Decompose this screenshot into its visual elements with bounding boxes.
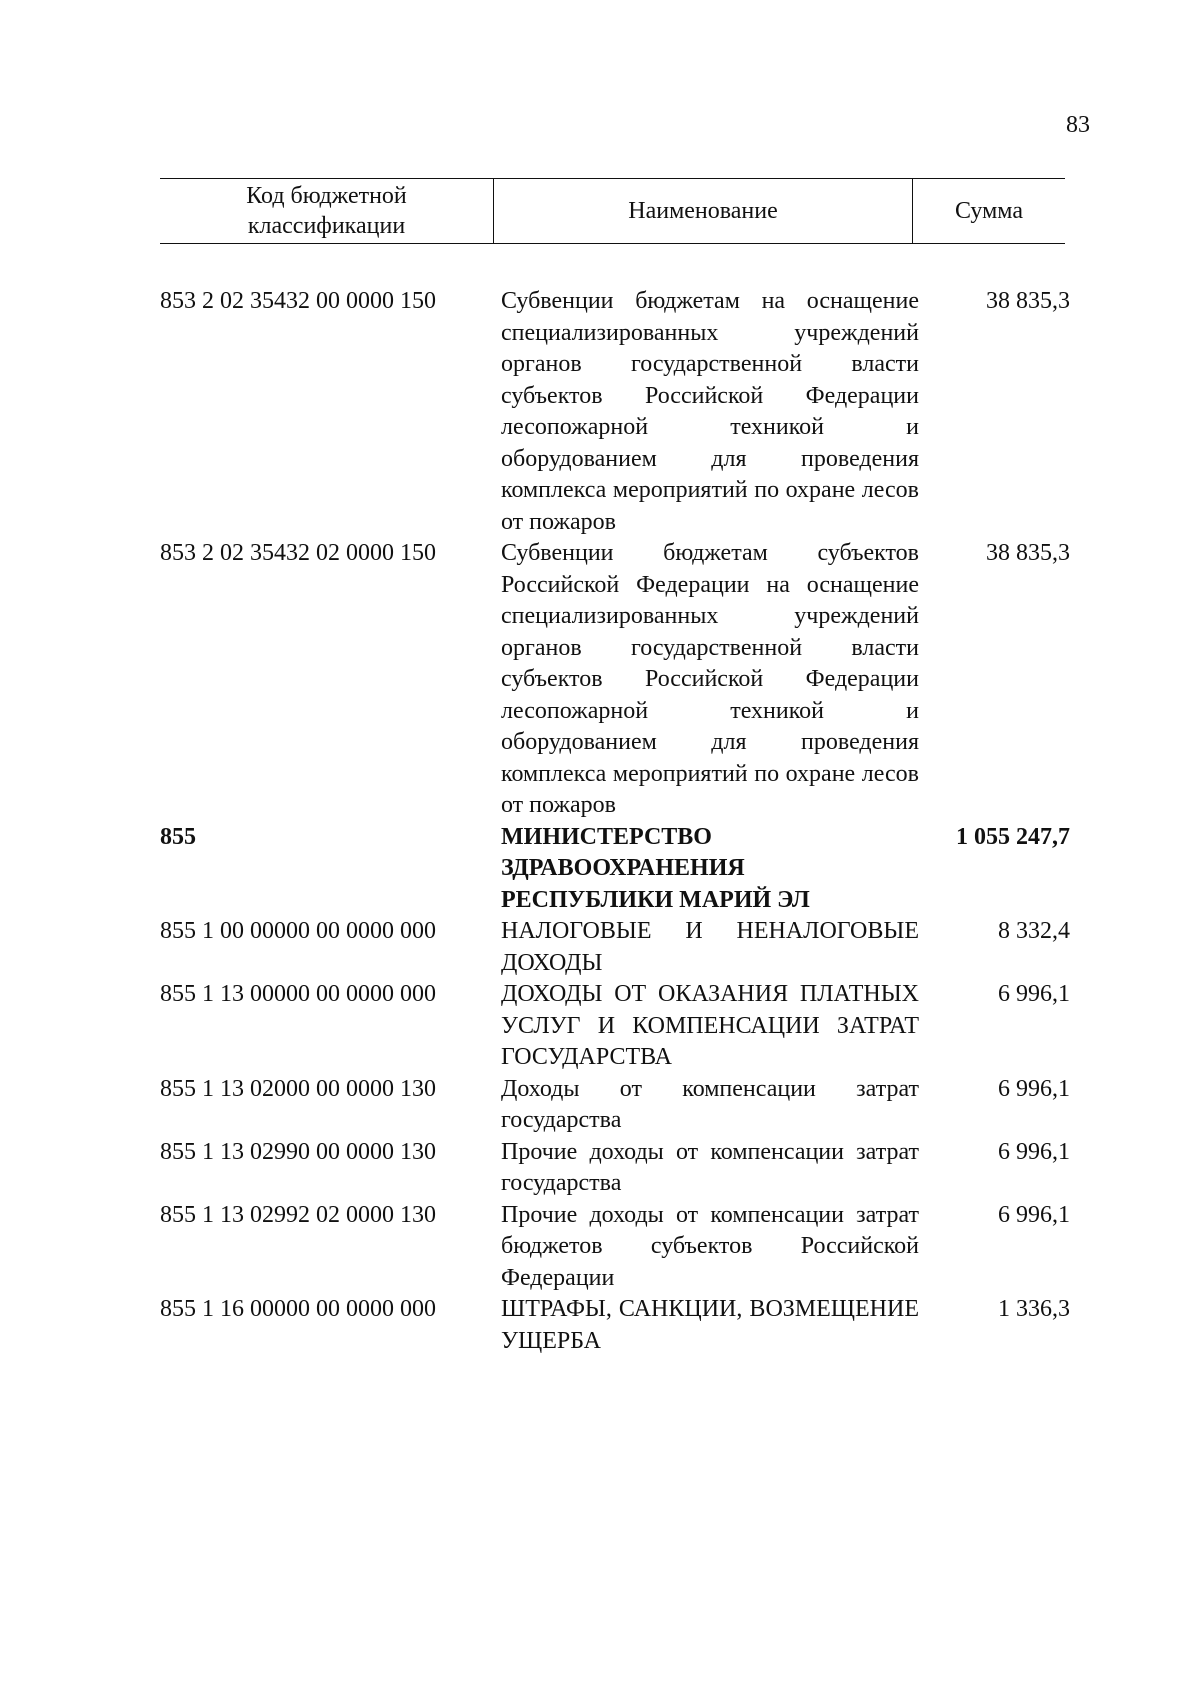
row-code: 853 2 02 35432 00 0000 150 [160,288,436,314]
row-code: 855 [160,823,196,850]
table-row [160,1294,1070,1357]
row-sum: 1 336,3 [998,1296,1070,1322]
page-number: 83 [1066,112,1090,138]
row-sum: 1 055 247,7 [956,823,1070,850]
table-row [160,1074,1070,1137]
row-name: ДОХОДЫ ОТ ОКАЗАНИЯ ПЛАТНЫХ УСЛУГ И КОМПЕНСАЦИИ ЗАТРАТ ГОСУДАРСТВА [501,981,919,1070]
row-sum: 38 835,3 [986,540,1070,566]
table-row [160,979,1070,1074]
row-code: 855 1 13 00000 00 0000 000 [160,981,436,1007]
table-body [160,286,1070,1357]
row-sum: 38 835,3 [986,288,1070,314]
row-sum: 6 996,1 [998,1201,1070,1228]
header-code-line1: Код бюджетной [246,183,407,209]
row-code: 855 1 16 00000 00 0000 000 [160,1296,436,1322]
row-name: Субвенции бюджетам на оснащение специализированных учреждений органов государственной власти субъектов Российской Федерации лесопожарной техникой и оборудованием для проведения комплекса мероприятий по охране лесов от пожаров [501,288,919,535]
table-header [160,178,1065,244]
header-sum-column: Сумма [955,198,1023,224]
row-code: 855 1 00 00000 00 0000 000 [160,918,436,944]
row-sum: 6 996,1 [998,981,1070,1007]
row-name: ШТРАФЫ, САНКЦИИ, ВОЗМЕЩЕНИЕ УЩЕРБА [501,1296,919,1354]
table-row [160,916,1070,979]
row-sum: 6 996,1 [998,1075,1070,1102]
header-code-line2: классификации [247,213,406,239]
row-name: Прочие доходы от компенсации затрат бюджетов субъектов Российской Федерации [501,1201,919,1291]
header-code-column [160,179,494,243]
row-code: 855 1 13 02000 00 0000 130 [160,1075,436,1102]
row-name: Доходы от компенсации затрат государства [501,1075,919,1133]
table-row [160,538,1070,822]
row-code: 853 2 02 35432 02 0000 150 [160,540,436,566]
row-code: 855 1 13 02990 00 0000 130 [160,1138,436,1165]
table-row [160,1137,1070,1200]
row-code: 855 1 13 02992 02 0000 130 [160,1201,436,1228]
row-name: Прочие доходы от компенсации затрат государства [501,1138,919,1196]
row-sum: 8 332,4 [998,918,1070,944]
row-sum: 6 996,1 [998,1138,1070,1165]
table-row [160,286,1070,538]
header-name-column: Наименование [494,179,913,243]
table-row [160,1200,1070,1295]
table-row-section [160,822,1070,917]
row-name: НАЛОГОВЫЕ И НЕНАЛОГОВЫЕ ДОХОДЫ [501,918,919,976]
row-name: Субвенции бюджетам субъектов Российской Федерации на оснащение специализированных учреждений органов государственной власти субъектов Российской Федерации лесопожарной техникой и оборудованием для проведения комплекса мероприятий по охране лесов от пожаров [501,540,919,818]
row-name: МИНИСТЕРСТВО ЗДРАВООХРАНЕНИЯ РЕСПУБЛИКИ МАРИЙ ЭЛ [501,823,810,913]
